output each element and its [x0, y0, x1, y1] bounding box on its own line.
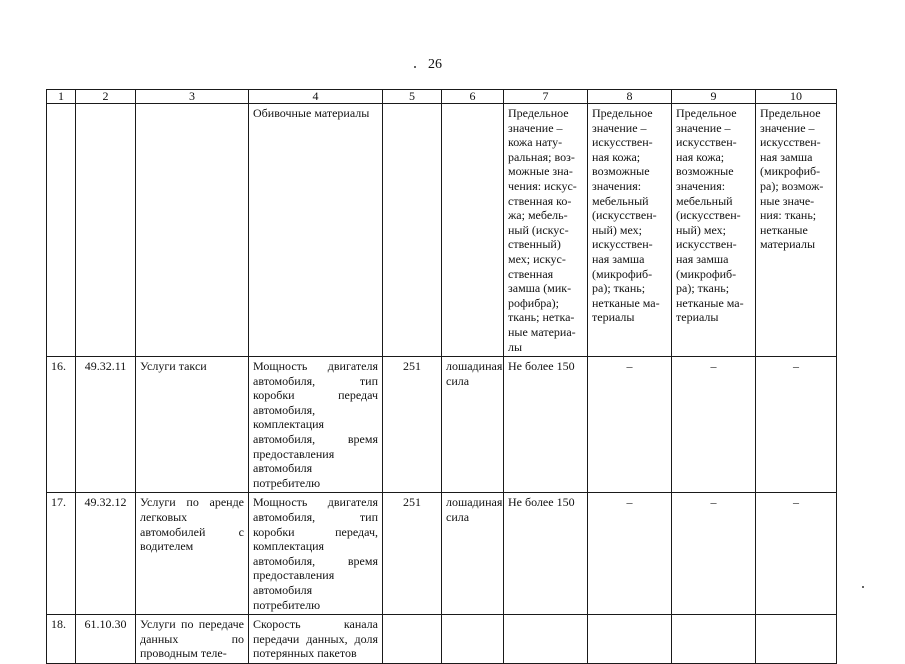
- okpd2-code: 49.32.12: [76, 493, 136, 615]
- column-header: 4: [249, 90, 383, 104]
- value-col10: –: [756, 357, 837, 493]
- characteristic: Обивочные материалы: [249, 104, 383, 357]
- row-number: 16.: [47, 357, 76, 493]
- value-col8: [588, 615, 672, 664]
- row-number: 18.: [47, 615, 76, 664]
- table-row: [47, 357, 837, 493]
- value-col8: –: [588, 493, 672, 615]
- table-row: [47, 615, 837, 664]
- value-col8: Предельное значение – искусствен- ная кожа; возможные значения: мебельный (искусствен- ный) мех; искусствен- ная замша (микрофиб- ра); ткань; нетканые ма- териалы: [588, 104, 672, 357]
- row-number: [47, 104, 76, 357]
- column-header: 6: [442, 90, 504, 104]
- value-col10: –: [756, 493, 837, 615]
- unit-code: 251: [383, 357, 442, 493]
- column-header: 8: [588, 90, 672, 104]
- okpd2-code: 61.10.30: [76, 615, 136, 664]
- characteristic: Мощность двигателя автомобиля, тип коробки передач, комплектация автомобиля, время предоставления автомобиля потребителю: [249, 493, 383, 615]
- page-number: 26: [428, 57, 442, 72]
- table-row: [47, 493, 837, 615]
- scan-speck: [862, 586, 864, 588]
- value-col9: [672, 615, 756, 664]
- column-header: 1: [47, 90, 76, 104]
- unit-code: [383, 104, 442, 357]
- unit-name: лошадиная сила: [442, 493, 504, 615]
- unit-name: [442, 615, 504, 664]
- value-col7: Не более 150: [504, 357, 588, 493]
- scan-speck: [414, 66, 416, 68]
- row-number: 17.: [47, 493, 76, 615]
- value-col8: –: [588, 357, 672, 493]
- okpd2-code: 49.32.11: [76, 357, 136, 493]
- value-col9: Предельное значение – искусствен- ная кожа; возможные значения: мебельный (искусствен- ный) мех; искусствен- ная замша (микрофиб- ра); ткань; нетканые ма- териалы: [672, 104, 756, 357]
- service-name: Услуги такси: [136, 357, 249, 493]
- requirements-table: [46, 89, 837, 664]
- column-header: 5: [383, 90, 442, 104]
- characteristic: Мощность двигателя автомобиля, тип коробки передач автомобиля, комплектация автомобиля, время предоставления автомобиля потребителю: [249, 357, 383, 493]
- characteristic: Скорость канала передачи данных, доля потерянных пакетов: [249, 615, 383, 664]
- value-col7: [504, 615, 588, 664]
- column-header: 9: [672, 90, 756, 104]
- table-row: [47, 104, 837, 357]
- column-header: 2: [76, 90, 136, 104]
- column-header: 3: [136, 90, 249, 104]
- unit-code: [383, 615, 442, 664]
- value-col7: Предельное значение – кожа нату- ральная; воз- можные зна- чения: искус- ственная ко- жа; мебель- ный (искус- ственный) мех; искус- ственная замша (мик- рофибра); ткань; нетка- ные материа- лы: [504, 104, 588, 357]
- service-name: Услуги по аренде легковых автомобилей с водителем: [136, 493, 249, 615]
- okpd2-code: [76, 104, 136, 357]
- value-col9: –: [672, 493, 756, 615]
- value-col10: [756, 615, 837, 664]
- unit-name: лошадиная сила: [442, 357, 504, 493]
- column-header: 7: [504, 90, 588, 104]
- column-number-row: [47, 90, 837, 104]
- unit-code: 251: [383, 493, 442, 615]
- unit-name: [442, 104, 504, 357]
- column-header: 10: [756, 90, 837, 104]
- value-col10: Предельное значение – искусствен- ная замша (микрофиб- ра); возмож- ные значе- ния: ткань; нетканые материалы: [756, 104, 837, 357]
- value-col7: Не более 150: [504, 493, 588, 615]
- service-name: Услуги по передаче данных по проводным теле-: [136, 615, 249, 664]
- service-name: [136, 104, 249, 357]
- value-col9: –: [672, 357, 756, 493]
